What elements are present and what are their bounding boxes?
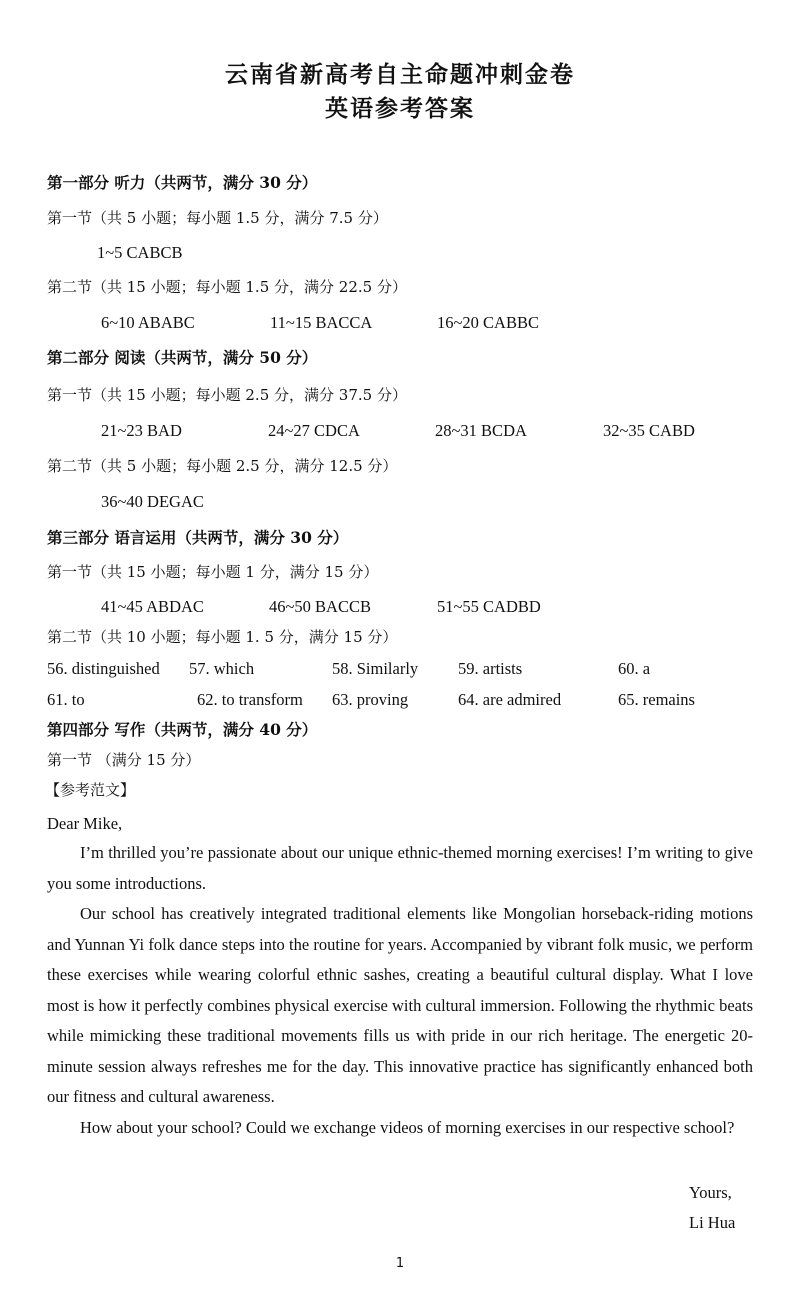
answer-group: 41~45 ABDAC [101,597,204,616]
answer-group: 36~40 DEGAC [101,492,204,511]
sample-essay-label: 【参考范文】 [45,781,136,799]
answer-item: 63. proving [332,690,409,709]
answer-group: 6~10 ABABC [101,313,195,332]
part4-sec1-heading: 第一节 （满分 15 分） [47,751,201,769]
answer-group: 1~5 CABCB [97,243,183,262]
part2-sec2-heading: 第二节（共 5 小题；每小题 2.5 分，满分 12.5 分） [47,457,398,475]
answer-item: 60. a [618,659,651,678]
part4-heading: 第四部分 写作（共两节，满分 40 分） [47,720,318,739]
part1-heading: 第一部分 听力（共两节，满分 30 分） [47,173,318,192]
answer-item: 62. to transform [197,690,303,709]
answer-group: 16~20 CABBC [437,313,539,332]
part2-heading: 第二部分 阅读（共两节，满分 50 分） [47,348,318,367]
answer-group: 51~55 CADBD [437,597,541,616]
answer-group: 32~35 CABD [603,421,695,440]
part1-sec1-heading: 第一节（共 5 小题；每小题 1.5 分，满分 7.5 分） [47,209,388,227]
answer-group: 21~23 BAD [101,421,182,440]
part3-sec1-heading: 第一节（共 15 小题；每小题 1 分，满分 15 分） [47,563,379,581]
document-subtitle: 英语参考答案 [325,95,475,122]
answer-item: 59. artists [458,659,523,678]
answer-group: 11~15 BACCA [270,313,373,332]
document-title: 云南省新高考自主命题冲刺金卷 [225,61,575,88]
letter-closing: Yours, [689,1183,732,1202]
answer-item: 64. are admired [458,690,562,709]
answer-item: 61. to [47,690,85,709]
letter-greeting: Dear Mike, [47,814,123,833]
letter-paragraph: How about your school? Could we exchange videos of morning exercises in our respective school? [80,1118,735,1137]
answer-item: 57. which [189,659,255,678]
answer-group: 24~27 CDCA [268,421,360,440]
answer-item: 58. Similarly [332,659,419,678]
letter-paragraph: Our school has creatively integrated traditional elements like Mongolian horseback-riding motions and Yunnan Yi folk dance steps into the routine for years. Accompanied by vibrant folk music, we perform these exercises while wearing colorful ethnic sashes, creating a beautiful cultural display. What I love most is how it perfectly combines physical exercise with cultural immersion. Following the rhythmic beats while mimicking these traditional movements fills us with pride in our rich heritage. The energetic 20-minute session always refreshes me for the day. This innovative practice has significantly enhanced both our fitness and cultural awareness. [47,904,753,1106]
part1-sec2-heading: 第二节（共 15 小题；每小题 1.5 分，满分 22.5 分） [47,278,407,296]
answer-item: 56. distinguished [47,659,160,678]
answer-item: 65. remains [618,690,695,709]
answer-group: 28~31 BCDA [435,421,527,440]
part3-heading: 第三部分 语言运用（共两节，满分 30 分） [47,528,349,547]
part3-sec2-heading: 第二节（共 10 小题；每小题 1. 5 分，满分 15 分） [47,628,398,646]
letter-signature: Li Hua [689,1213,736,1232]
page-number: 1 [395,1256,405,1271]
answer-group: 46~50 BACCB [269,597,371,616]
letter-paragraph: I’m thrilled you’re passionate about our unique ethnic-themed morning exercises! I’m writing to give you some introductions. [47,843,753,893]
part2-sec1-heading: 第一节（共 15 小题；每小题 2.5 分，满分 37.5 分） [47,386,407,404]
